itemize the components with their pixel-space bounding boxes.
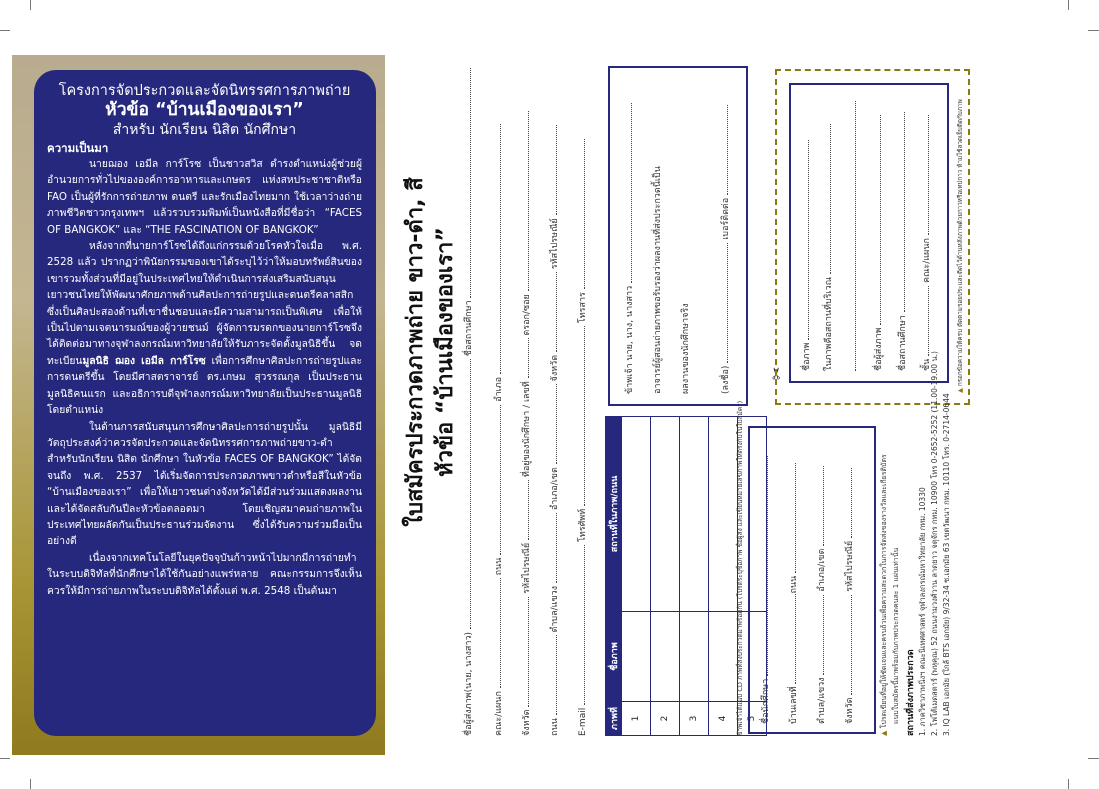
declaration-sign[interactable]: (ลงชื่อ) เบอร์ติดต่อ [718,105,732,394]
history-paragraph-3: ในด้านการสนับสนุนการศึกษาศิลปะการถ่ายรูปนั้น มูลนิธิมีวัตถุประสงค์ว่าควรจัดประกวดและจัดนิทรรศการภาพถ่ายขาว-ดำ สำหรับนักเรียน นิสิต นักศึกษา ในหัวข้อ FACES OF BANGKOK” ได้จัดจนถึง พ.ศ. 2537 ได้เริ่มจัดการประกวดภาพขาวดำหรือสีในหัวข้อ “บ้านเมืองของเรา” เพื่อให้เยาวชนต่างจังหวัดได้มีส่วนร่วมแสดงผลงาน และได้จัดสลับกันปีละหัวข้อตลอดมา โดยเชิญสมาคมถ่ายภาพในประเทศไทยผลัดกันเป็นประธานร่วมจัดงาน ซึ่งได้รับความร่วมมือเป็นอย่างดี [47,420,362,548]
email-field[interactable]: E-mail โทรศัพท์ โทรสาร [575,139,589,736]
warning-2: แนบใบสมัครนี้มาพร้อมกับภาพประกวดคนละ 1 แผ่นเท่านั้น [892,547,900,724]
crop-mark [1068,779,1069,789]
cd-note: ข้าพเจ้าได้แนบ CD ภาพที่ส่งประกวดมาพร้อมกัน (โปรดระบุชื่อภาพ ชื่อผู้ส่ง และเขียนหมายเลขภาพให้ตรงกับในใบสมัคร) [736,400,744,736]
crop-mark [30,779,31,789]
col-place: สถานที่ในภาพ/ถนน [606,417,622,612]
teacher-declaration-box [608,66,748,406]
history-paragraph-1: นายฌอง เอมีล การ์โรซ เป็นชาวสวิส ดำรงตำแหน่งผู้ช่วยผู้อำนวยการทั่วไปขององค์การอาหารและเกษตร แห่งสหประชาชาติหรือ FAO เป็นผู้ที่รักการถ่ายภาพ ดนตรี และรักเมืองไทยมาก ใช้เวลาว่างถ่ายภาพชีวิตชาวกรุงเทพฯ แล้วรวบรวมพิมพ์เป็นหนังสือที่มีชื่อว่า “FACES OF BANGKOK” และ “THE FASCINATION OF BANGKOK” [47,158,362,236]
tag-class[interactable]: ชั้น คณะ/แผนก [919,115,933,371]
sender-province[interactable]: จังหวัด รหัสไปรษณีย์ [842,468,856,724]
table-row[interactable]: 4 [709,417,738,736]
history-paragraph-2: หลังจากที่นายการ์โรซได้ถึงแก่กรรมด้วยโรคหัวใจเมื่อ พ.ศ. 2528 แล้ว ปรากฏว่าพินัยกรรมของเขาได้ระบุไว้ว่าให้มอบทรัพย์สินของเขารวมทั้งส่วนที่มีอยู่ในประเทศไทยให้ดำเนินการส่งเสริมสนับสนุนเยาวชนไทยให้พัฒนาศักยภาพด้านศิลปะการถ่ายรูปและดนตรีคลาสสิก ซึ่งเป็นศิลปะสองด้านที่เขาชื่นชอบและมีความสามารถเป็นพิเศษ เพื่อให้เป็นไปตามเจตนารมณ์ของผู้วายชนม์ ผู้จัดการมรดกของนายการ์โรซจึงได้ติดต่อมาทางจุฬาลงกรณ์มหาวิทยาลัยให้รับภาระจัดตั้งมูลนิธิขึ้น จดทะเบียนมูลนิธิ ฌอง เอมีล การ์โรซ เพื่อการศึกษาศิลปะการถ่ายรูปและการดนตรีขึ้น โดยมีศาสตราจารย์ ดร.เกษม สุวรรณกุล เป็นประธานมูลนิธิคนแรก และอธิการบดีจุฬาลงกรณ์มหาวิทยาลัยเป็นประธานมูลนิธิโดยตำแหน่ง [47,240,362,417]
form-title: ใบสมัครประกวดภาพถ่าย ขาว-ดำ, สี [403,177,428,527]
crop-mark [0,30,10,31]
col-no: ภาพที่ [606,702,622,736]
table-row[interactable]: 1 [622,417,651,736]
section-heading: ความเป็นมา [47,141,109,155]
warning-icon: ▲ [880,730,888,736]
crop-mark [1068,0,1069,10]
application-form-wrapper [395,55,964,750]
address-3: 3. IQ LAB เอกมัย (ใกล้ BTS เอกมัย) 9/32-34 ซ.เอกมัย 63 เขตวัฒนา กทม. 10110 โทร. 0-2714-0644 [942,393,951,736]
tag-school[interactable]: ชื่อสถานศึกษา [895,112,909,371]
table-row[interactable]: 3 [680,417,709,736]
crop-mark [1088,30,1099,31]
sender-subdistrict[interactable]: ตำบล/แขวง อำเภอ/เขต [814,466,828,724]
address-2: 2. โฟโต้เมดสตาร์ (พหุคุณ) 52 ถนนงามวงศ์วาน ลาดยาว จตุจักร กทม. 10900 โทร 0-2652-5252 (11.00-19.00 น.) [930,351,939,736]
road-field[interactable]: ถนน ตำบล/แขวง อำเภอ/เขต จังหวัด รหัสไปรษณีย์ [547,125,561,736]
declaration-text-2: ผลงานของนักศึกษาจริง [681,303,691,394]
province-field[interactable]: จังหวัด รหัสไปรษณีย์ ที่อยู่ของนักศึกษา / เลขที่ ตรอก/ซอย [519,111,533,736]
faculty-field[interactable]: คณะ/แผนก ถนน อำเภอ [491,124,505,736]
topic-heading: หัวข้อ “บ้านเมืองของเรา” [105,100,304,120]
tag-location-2[interactable] [847,101,859,371]
audience-heading: สำหรับ นักเรียน นิสิต นักศึกษา [112,122,297,138]
sender-name-field[interactable]: ชื่อผู้ส่งภาพ(นาย, นางสาว) ชื่อสถานศึกษา [461,68,475,736]
photo-tag-box [789,83,949,383]
scissors-icon: ✂ [767,366,786,380]
tag-sender[interactable]: ชื่อผู้ส่งภาพ [871,115,885,371]
crop-mark [30,0,31,10]
warning-icon: ▲ [957,388,964,393]
form-subtitle: หัวข้อ “บ้านเมืองของเรา” [433,227,458,477]
col-title: ชื่อภาพ [606,612,622,702]
address-1: 1. ภาควิชาภาพนิ่งฯ คณะนิเทศศาสตร์ จุฬาลงกรณ์มหาวิทยาลัย กทม. 10330 [918,487,927,736]
history-paragraph-4: เนื่องจากเทคโนโลยีในยุคปัจจุบันก้าวหน้าไปมากมีการถ่ายทำในระบบดิจิทัลที่นักศึกษาได้ใช้กันอย่างแพร่หลาย คณะกรรมการจึงเห็นควรให้มีการถ่ายภาพในระบบดิจิทัลได้ตั้งแต่ พ.ศ. 2548 เป็นต้นมา [47,551,362,597]
sender-name[interactable]: ชื่อนักศึกษา [758,456,772,724]
crop-mark [0,758,10,759]
history-box [34,70,376,736]
send-label: สถานที่ส่งภาพประกวด [906,649,916,736]
project-heading: โครงการจัดประกวดและจัดนิทรรศการภาพถ่าย [58,83,351,99]
crop-mark [1088,758,1099,759]
table-row[interactable]: 5 [738,417,767,736]
warning-1: ▲ โปรดเขียนที่อยู่ให้ชัดเจนและครบถ้วนเพื่อความสะดวกในการจัดส่งของรางวัลและเกียรติบัตร [880,454,888,736]
declaration-name[interactable]: ข้าพเจ้า นาย, นาง, นางสาว [622,103,636,394]
declaration-text: อาจารย์ผู้สอนถ่ายภาพขอรับรองว่าผลงานที่ส่งประกวดนี้เป็น [653,166,663,394]
tag-note: ▲ กรอกข้อความให้ครบ ตัดตามรอยประและติดไว้ด้านหลังภาพด้วยกาวหรือเทปกาว ห้ามใช้ลวดเย็บติดกับภาพ [957,99,964,393]
table-row[interactable]: 2 [651,417,680,736]
sender-house[interactable]: บ้านเลขที่ ถนน [786,463,800,724]
application-form [395,55,964,750]
tag-location[interactable]: ในภาพคือสถานที่บริเวณ [821,124,835,371]
sender-address-box [748,426,876,734]
tag-title[interactable]: ชื่อภาพ [799,140,813,371]
